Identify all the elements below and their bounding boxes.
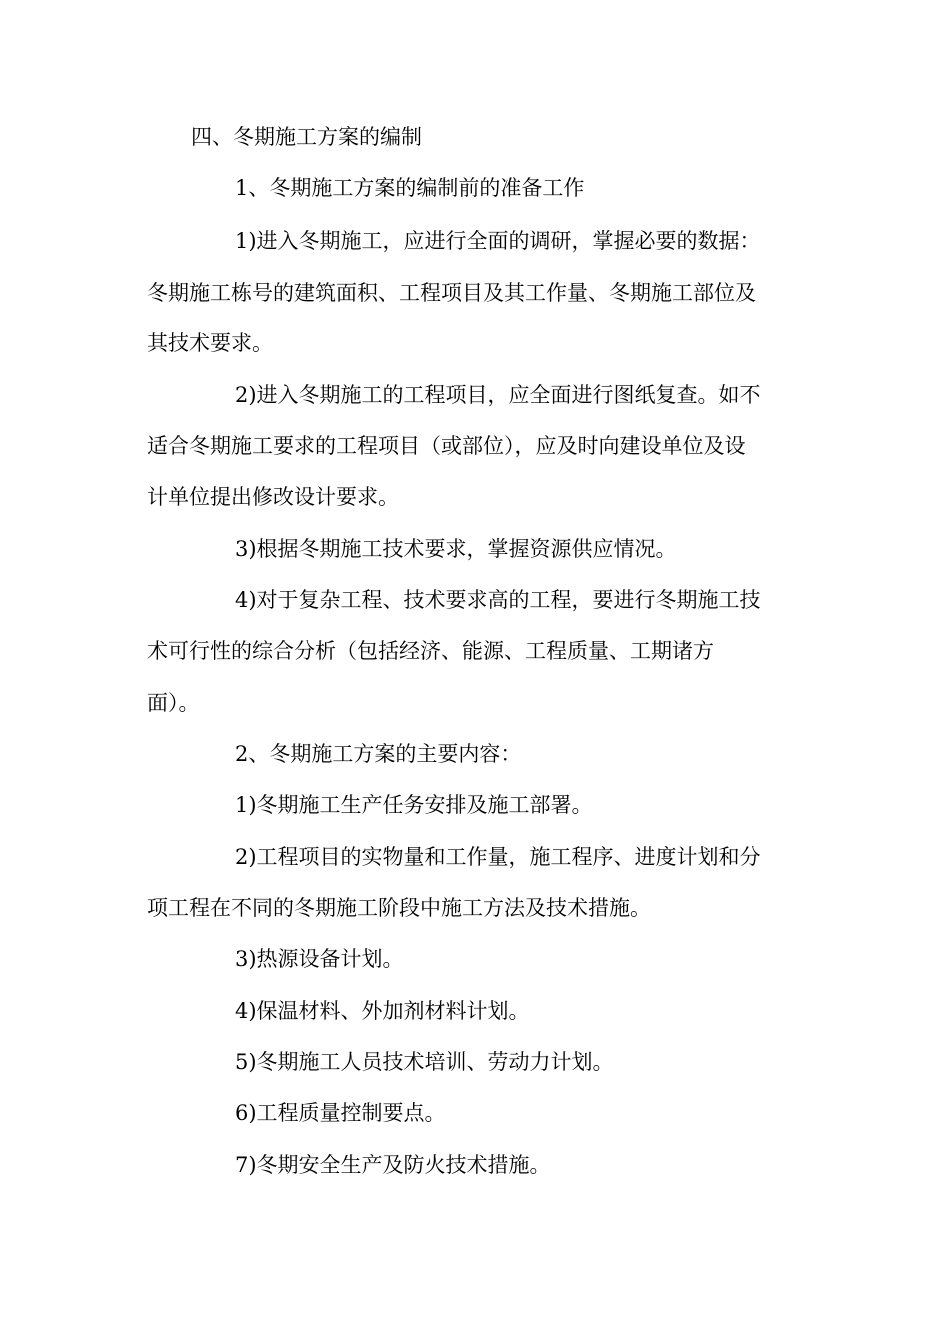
paragraph-line: 其技术要求。 [147,331,273,355]
subsection-heading: 1、冬期施工方案的编制前的准备工作 [235,176,585,200]
list-item: 5)冬期施工人员技术培训、劳动力计划。 [235,1050,614,1074]
paragraph-line: 4)对于复杂工程、技术要求高的工程，要进行冬期施工技 [235,588,761,612]
paragraph-line: 3)根据冬期施工技术要求，掌握资源供应情况。 [235,537,677,561]
list-item: 7)冬期安全生产及防火技术措施。 [235,1153,551,1177]
paragraph-line: 1)进入冬期施工，应进行全面的调研，掌握必要的数据： [235,229,761,253]
list-item: 4)保温材料、外加剂材料计划。 [235,999,530,1023]
paragraph-line: 面）。 [147,691,200,715]
paragraph-line: 计单位提出修改设计要求。 [147,485,399,509]
paragraph-line: 术可行性的综合分析（包括经济、能源、工程质量、工期诸方 [147,639,714,663]
list-item: 2)工程项目的实物量和工作量，施工程序、进度计划和分 [235,845,761,869]
paragraph-line: 2)进入冬期施工的工程项目，应全面进行图纸复查。如不 [235,383,761,407]
list-item: 6)工程质量控制要点。 [235,1101,446,1125]
list-item: 3)热源设备计划。 [235,947,404,971]
list-item: 1)冬期施工生产任务安排及施工部署。 [235,793,593,817]
subsection-heading: 2、冬期施工方案的主要内容： [235,742,522,766]
paragraph-line: 适合冬期施工要求的工程项目（或部位），应及时向建设单位及设 [147,434,746,458]
list-item-continuation: 项工程在不同的冬期施工阶段中施工方法及技术措施。 [147,896,651,920]
paragraph-line: 冬期施工栋号的建筑面积、工程项目及其工作量、冬期施工部位及 [147,281,756,305]
section-heading: 四、冬期施工方案的编制 [191,125,422,149]
